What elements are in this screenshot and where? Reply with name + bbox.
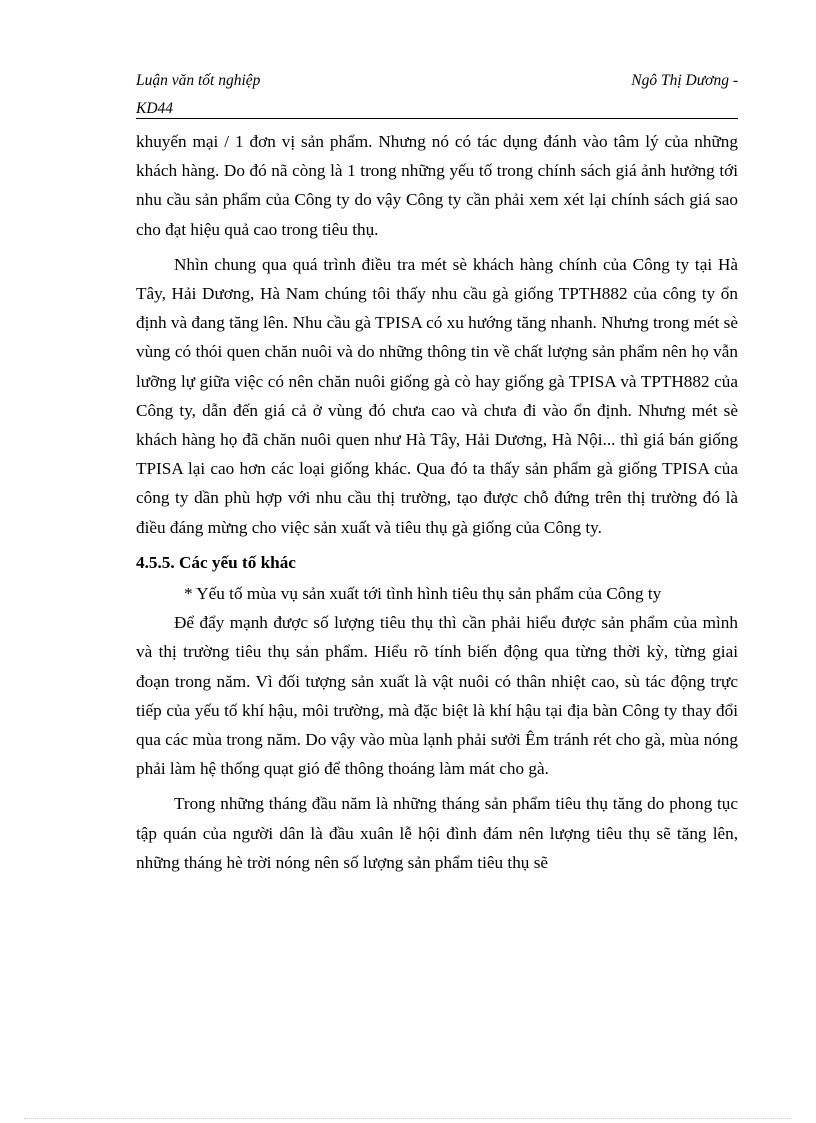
document-title: Luận văn tốt nghiệp [136, 72, 261, 89]
page-bottom-divider [24, 1118, 792, 1119]
paragraph-1: khuyến mại / 1 đơn vị sản phẩm. Nhưng nó có tác dụng đánh vào tâm lý của những khách hàng. Do đó nã còng là 1 trong những yếu tố trong chính sách giá ảnh hưởng tới nhu cầu sản phẩm của Công ty do vậy Công ty cần phải xem xét lại chính sách giá sao cho đạt hiệu quả cao trong tiêu thụ. [136, 132, 738, 239]
paragraph-2: Nhìn chung qua quá trình điều tra mét sè khách hàng chính của Công ty tại Hà Tây, Hải Dương, Hà Nam chúng tôi thấy nhu cầu gà giống TPTH882 của công ty ổn định và đang tăng lên. Nhu cầu gà TPISA có xu hướng tăng nhanh. Nhưng trong mét sè vùng có thói quen chăn nuôi và do những thông tin về chất lượng sản phẩm nên họ vẫn lưỡng lự giữa việc có nên chăn nuôi giống gà cò hay giống gà TPISA và TPTH882 của Công ty, dẫn đến giá cả ở vùng đó chưa cao và chưa đi vào ổn định. Nhưng mét sè khách hàng họ đã chăn nuôi quen như Hà Tây, Hải Dương, Hà Nội... thì giá bán giống TPISA lại cao hơn các loại giống khác. Qua đó ta thấy sản phẩm gà giống TPISA của công ty dần phù hợp với nhu cầu thị trường, tạo được chỗ đứng trên thị trường đó là điều đáng mừng cho việc sản xuất và tiêu thụ gà giống của Công ty. [136, 254, 738, 537]
paragraph-4: Trong những tháng đầu năm là những tháng sản phẩm tiêu thụ tăng do phong tục tập quán của người dân là đầu xuân lễ hội đình đám nên lượng tiêu thụ sẽ tăng lên, những tháng hè trời nóng nên số lượng sản phẩm tiêu thụ sẽ [136, 794, 738, 872]
class-code: KD44 [136, 100, 174, 117]
page-body [136, 127, 738, 883]
page-header [136, 62, 738, 119]
author-name: Ngô Thị Dương - [631, 72, 738, 89]
sub-item: * Yếu tố mùa vụ sản xuất tới tình hình tiêu thụ sản phẩm của Công ty [184, 584, 662, 604]
section-heading: 4.5.5. Các yếu tố khác [136, 552, 296, 572]
paragraph-3: Để đẩy mạnh được số lượng tiêu thụ thì cần phải hiểu được sản phẩm của mình và thị trường tiêu thụ sản phẩm. Hiểu rõ tính biến động qua từng thời kỳ, từng giai đoạn trong năm. Vì đối tượng sản xuất là vật nuôi có thân nhiệt cao, sù tác động trực tiếp của yếu tố khí hậu, môi trường, mà đặc biệt là khí hậu tại địa bàn Công ty thay đổi qua các mùa trong năm. Do vậy vào mùa lạnh phải sưởi Êm tránh rét cho gà, mùa nóng phải làm hệ thống quạt gió để thông thoáng làm mát cho gà. [136, 613, 738, 779]
